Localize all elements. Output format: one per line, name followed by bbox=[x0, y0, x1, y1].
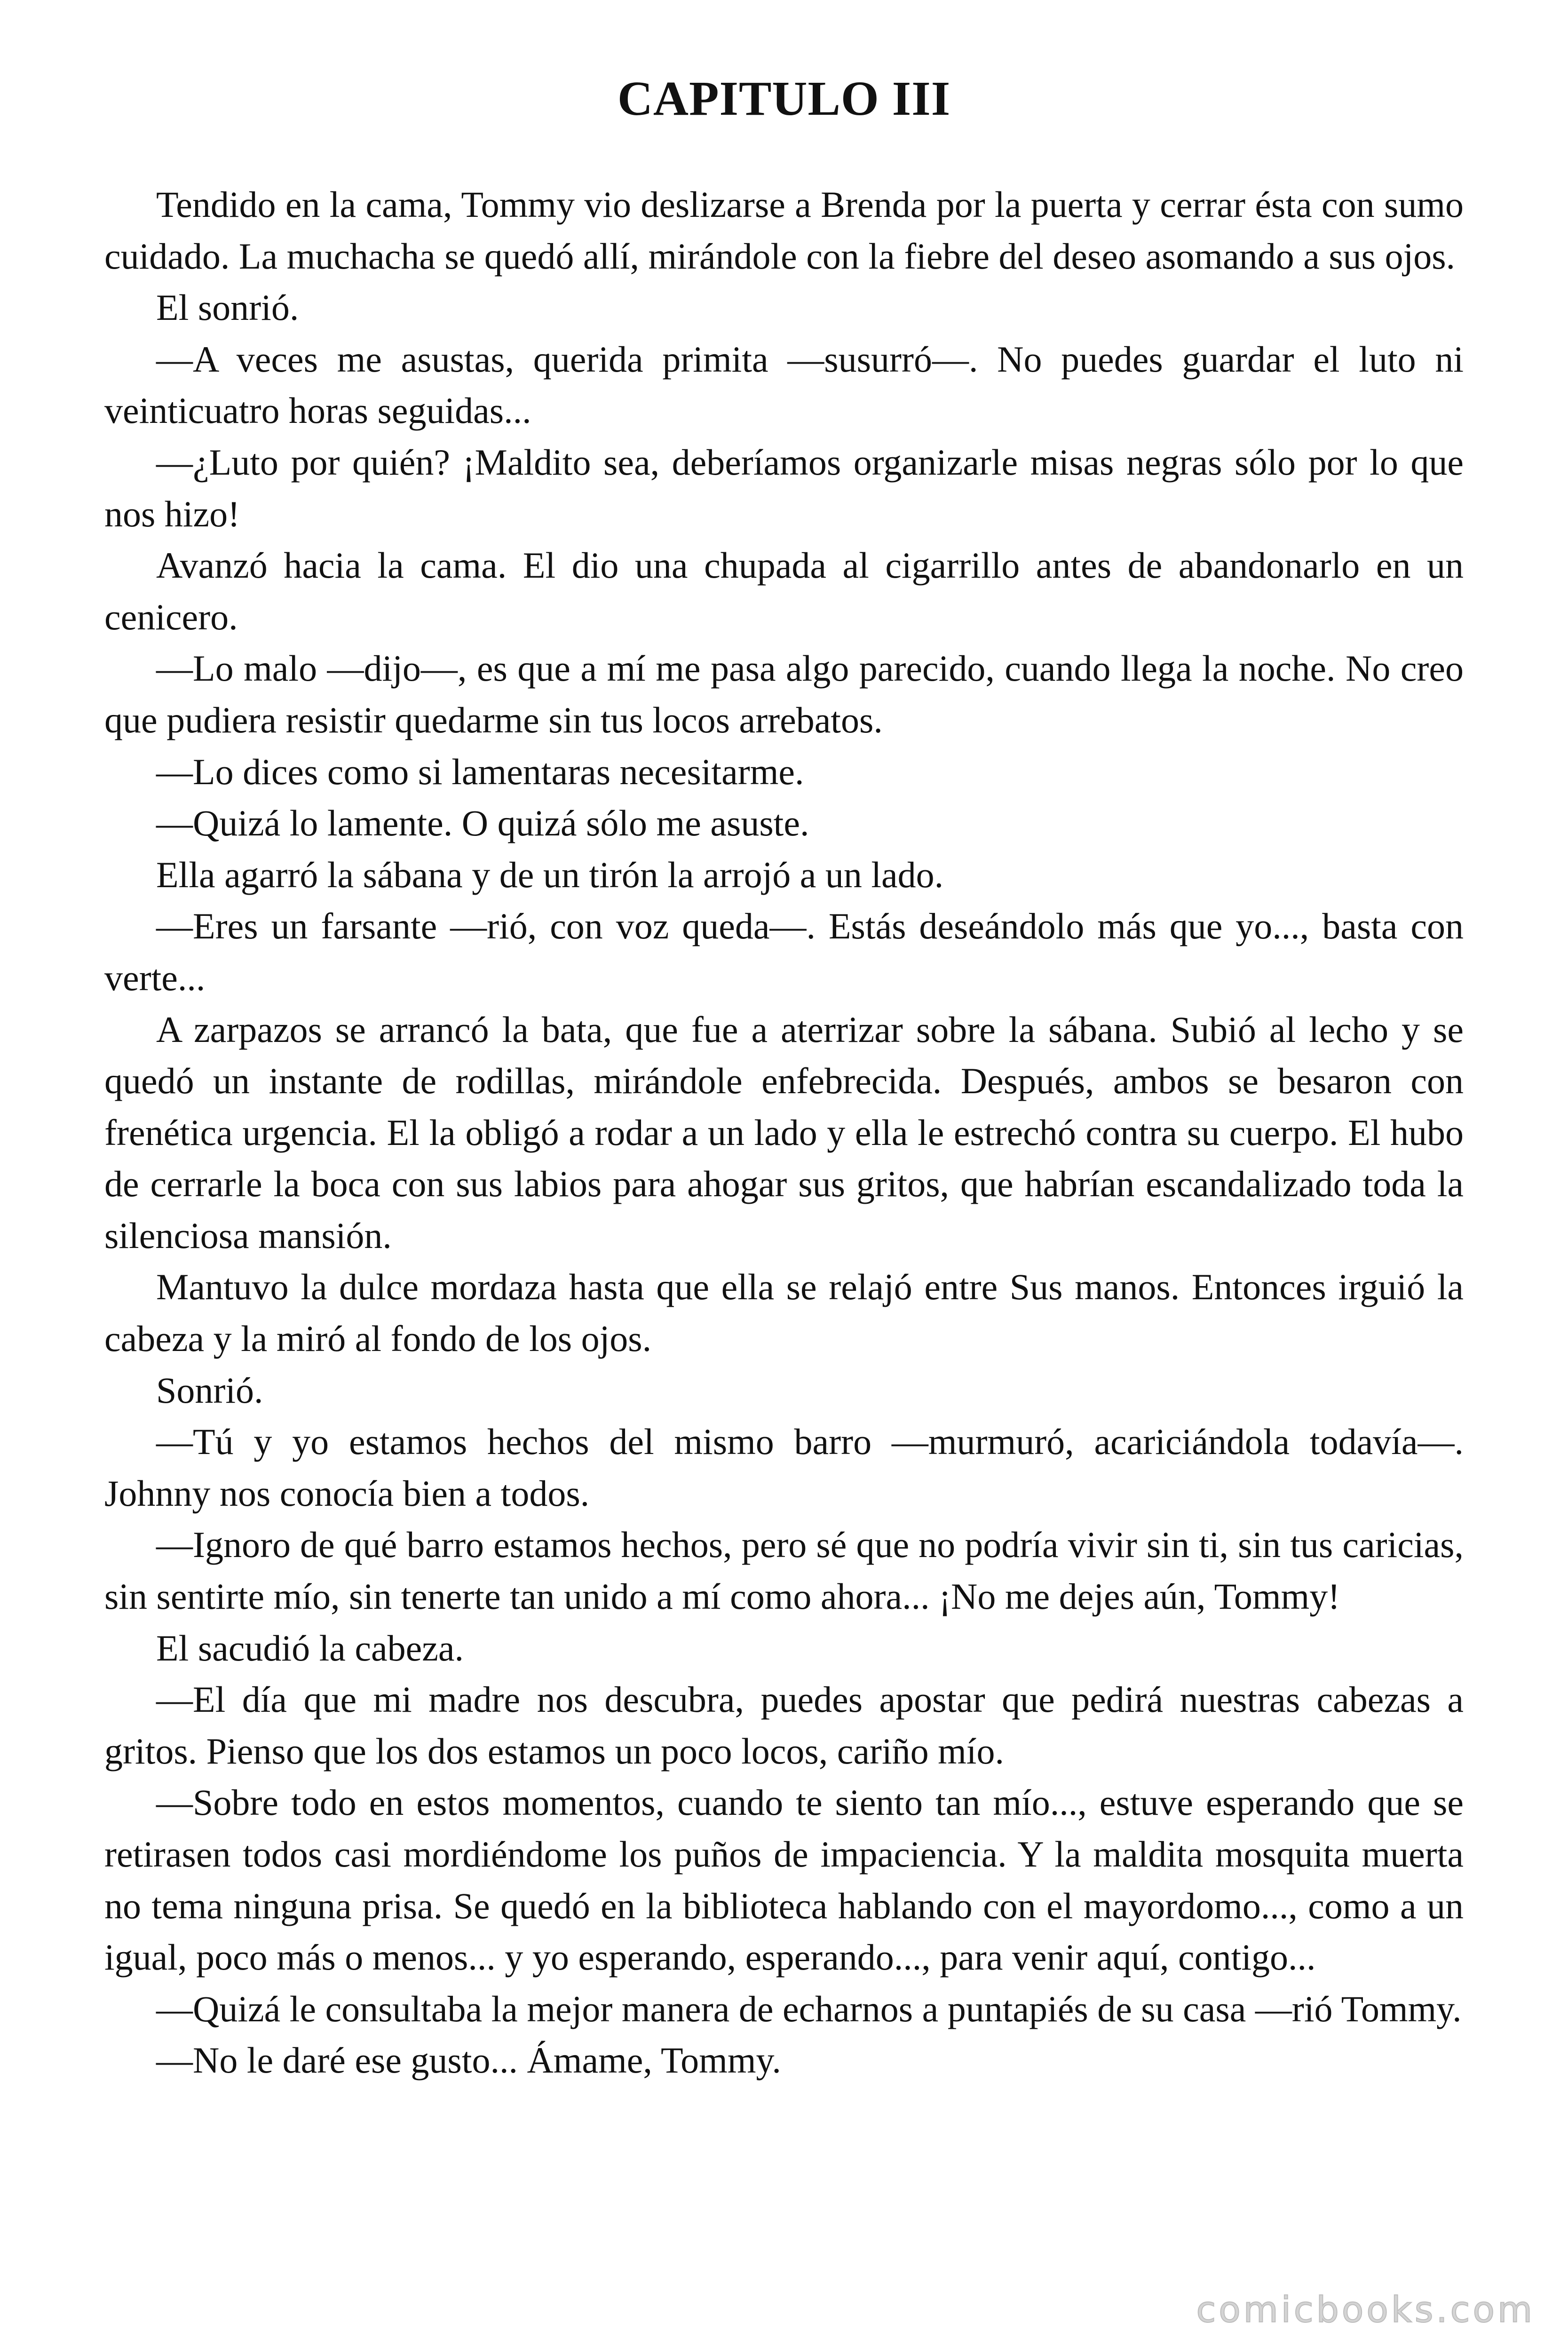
paragraph: A zarpazos se arrancó la bata, que fue a aterrizar sobre la sábana. Subió al lecho y se quedó un instante de rodillas, mirándole enfebrecida. Después, ambos se besaron con frenética urgencia. El la obligó a rodar a un lado y ella le estrechó contra su cuerpo. El hubo de cerrarle la boca con sus labios para ahogar sus gritos, que habrían escandalizado toda la silenciosa mansión. bbox=[104, 1009, 1464, 1256]
paragraph: Sonrió. bbox=[156, 1369, 263, 1411]
paragraph: —Sobre todo en estos momentos, cuando te siento tan mío..., estuve esperando que se retirasen todos casi mordiéndome los puños de impaciencia. Y la maldita mosquita muerta no tema ninguna prisa. Se quedó en la biblioteca hablando con el mayordomo..., como a un igual, poco más o menos... y yo esperando, esperando..., para venir aquí, contigo... bbox=[104, 1782, 1464, 1978]
paragraph: Ella agarró la sábana y de un tirón la arrojó a un lado. bbox=[156, 854, 944, 895]
paragraph: —El día que mi madre nos descubra, puedes apostar que pedirá nuestras cabezas a gritos. Pienso que los dos estamos un poco locos, cariño mío. bbox=[104, 1679, 1464, 1772]
chapter-title: CAPITULO III bbox=[617, 72, 951, 126]
paragraph: —Eres un farsante —rió, con voz queda—. Estás deseándolo más que yo..., basta con verte... bbox=[104, 906, 1464, 998]
paragraph: —Lo malo —dijo—, es que a mí me pasa algo parecido, cuando llega la noche. No creo que pudiera resistir quedarme sin tus locos arrebatos. bbox=[104, 648, 1464, 740]
paragraph: —Lo dices como si lamentaras necesitarme. bbox=[156, 751, 804, 792]
paragraph: Mantuvo la dulce mordaza hasta que ella se relajó entre Sus manos. Entonces irguió la cabeza y la miró al fondo de los ojos. bbox=[104, 1266, 1464, 1359]
paragraph: Avanzó hacia la cama. El dio una chupada al cigarrillo antes de abandonarlo en un cenicero. bbox=[104, 545, 1464, 637]
paragraph: —Quizá le consultaba la mejor manera de echarnos a puntapiés de su casa —rió Tommy. bbox=[156, 1988, 1462, 2029]
watermark: comicbooks.com bbox=[1196, 2288, 1535, 2330]
paragraph: El sonrió. bbox=[156, 287, 299, 328]
paragraph: Tendido en la cama, Tommy vio deslizarse a Brenda por la puerta y cerrar ésta con sumo cuidado. La muchacha se quedó allí, mirándole con la fiebre del deseo asomando a sus ojos. bbox=[104, 184, 1464, 277]
paragraph: El sacudió la cabeza. bbox=[156, 1627, 464, 1669]
paragraph: —No le daré ese gusto... Ámame, Tommy. bbox=[156, 2040, 781, 2081]
chapter-body bbox=[104, 179, 1464, 2086]
paragraph: —A veces me asustas, querida primita —susurró—. No puedes guardar el luto ni veinticuatro horas seguidas... bbox=[104, 338, 1464, 431]
paragraph: —Quizá lo lamente. O quizá sólo me asuste. bbox=[156, 803, 809, 844]
paragraph: —Ignoro de qué barro estamos hechos, pero sé que no podría vivir sin ti, sin tus caricias, sin sentirte mío, sin tenerte tan unido a mí como ahora... ¡No me dejes aún, Tommy! bbox=[104, 1524, 1464, 1617]
paragraph: —Tú y yo estamos hechos del mismo barro —murmuró, acariciándola todavía—. Johnny nos conocía bien a todos. bbox=[104, 1421, 1464, 1514]
paragraph: —¿Luto por quién? ¡Maldito sea, deberíamos organizarle misas negras sólo por lo que nos hizo! bbox=[104, 441, 1464, 534]
